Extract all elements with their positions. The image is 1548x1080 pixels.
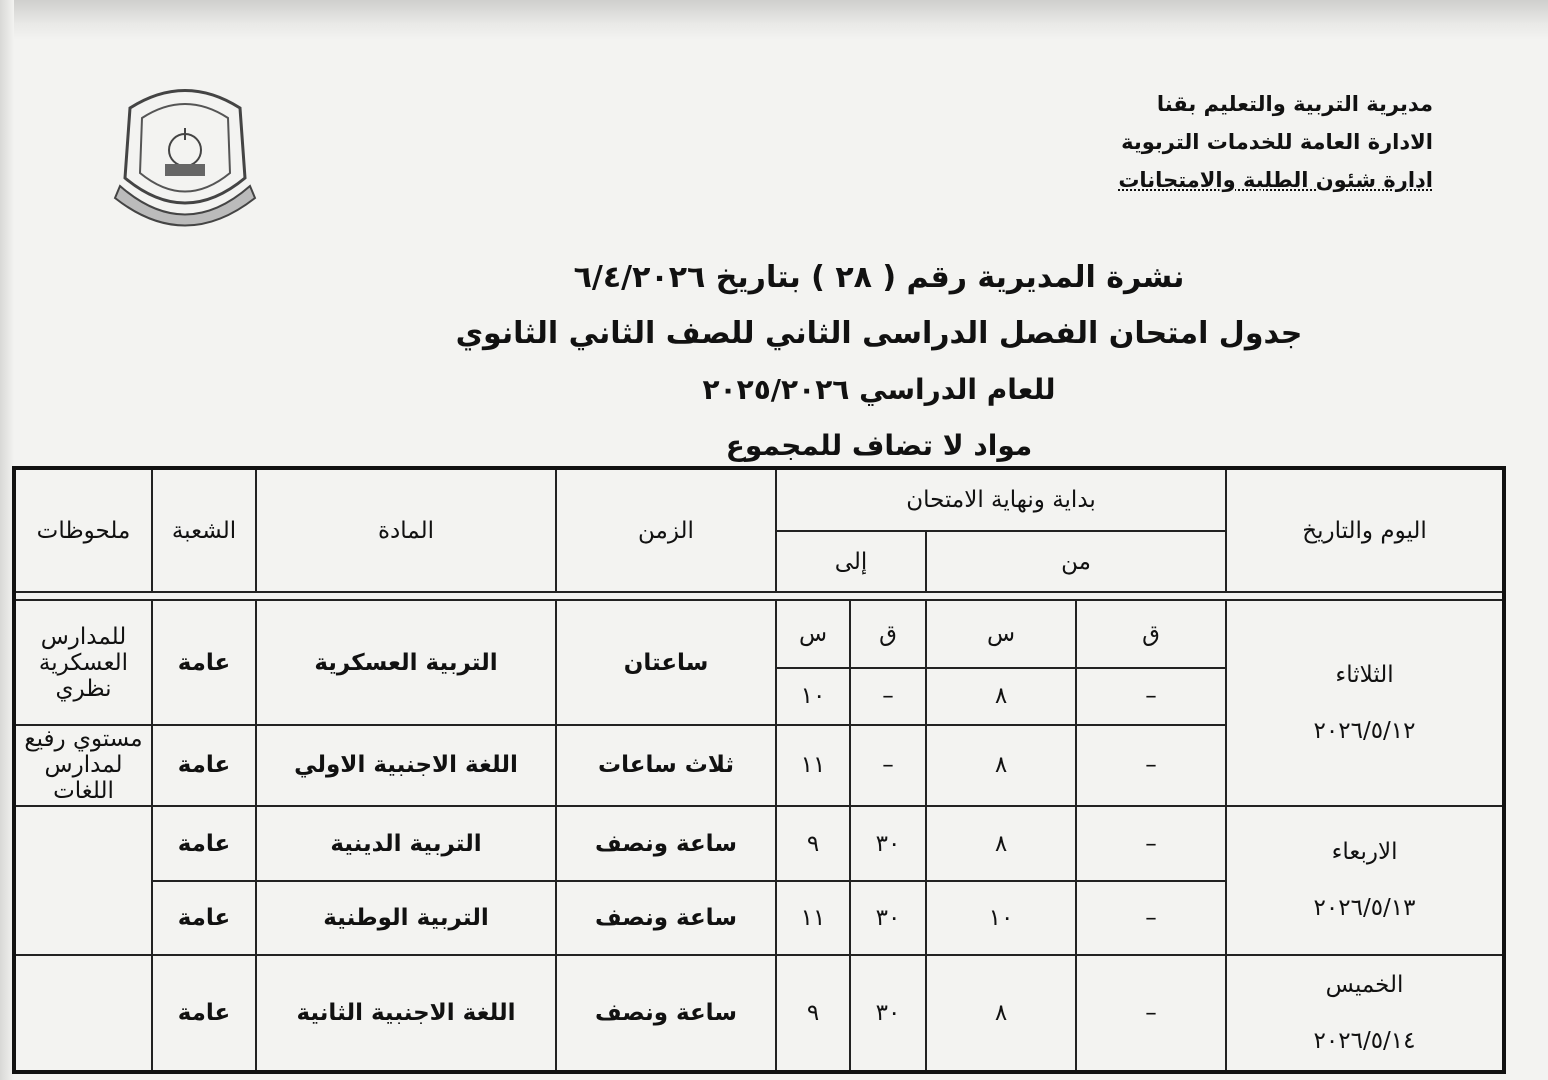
division-cell: عامة [152,881,256,954]
header-subject: المادة [256,468,556,592]
to-minute: – [850,668,926,725]
header-from: من [926,531,1226,592]
to-minute: – [850,725,926,806]
duration-cell: ساعة ونصف [556,881,776,954]
division-cell: عامة [152,725,256,806]
header-division: الشعبة [152,468,256,592]
notes-cell: للمدارس العسكرية نظري [14,600,152,724]
day-cell [1226,600,1504,806]
to-hour: ١١ [776,881,850,954]
directorate-seal-logo [110,68,260,233]
from-hour: ١٠ [926,881,1076,954]
subject-cell: التربية العسكرية [256,600,556,724]
day-name: الثلاثاء [1335,662,1394,689]
subject-cell: اللغة الاجنبية الثانية [256,955,556,1072]
from-minute: – [1076,806,1226,881]
duration-cell: ساعة ونصف [556,806,776,881]
academic-year: للعام الدراسي ٢٠٢٥/٢٠٢٦ [702,373,1056,406]
issuing-authority [1013,85,1433,199]
day-cell [1226,955,1504,1072]
to-hour-header: س [776,600,850,667]
duration-cell: ثلاث ساعات [556,725,776,806]
schedule-title: جدول امتحان الفصل الدراسى الثاني للصف الثاني الثانوي [455,316,1303,351]
division-cell: عامة [152,600,256,724]
to-minute: ٣٠ [850,955,926,1072]
to-hour: ١٠ [776,668,850,725]
day-date: ٢٠٢٦/٥/١٣ [1313,895,1416,922]
to-minute-header: ق [850,600,926,667]
directorate-name: مديرية التربية والتعليم بقنا [1156,92,1433,116]
department-name: الادارة العامة للخدمات التربوية [1121,130,1433,154]
header-to: إلى [776,531,926,592]
notes-cell [14,955,152,1072]
header-notes: ملحوظات [14,468,152,592]
from-minute: – [1076,955,1226,1072]
to-minute: ٣٠ [850,881,926,954]
from-hour: ٨ [926,955,1076,1072]
from-minute: – [1076,668,1226,725]
from-minute: – [1076,725,1226,806]
from-hour-header: س [926,600,1076,667]
day-date: ٢٠٢٦/٥/١٤ [1313,1027,1416,1054]
from-hour: ٨ [926,806,1076,881]
division-cell: عامة [152,955,256,1072]
day-name: الاربعاء [1331,839,1398,866]
to-hour: ٩ [776,806,850,881]
division-cell: عامة [152,806,256,881]
duration-cell: ساعة ونصف [556,955,776,1072]
from-hour: ٨ [926,668,1076,725]
from-minute-header: ق [1076,600,1226,667]
subtitle: مواد لا تضاف للمجموع [725,429,1033,462]
day-cell [1226,806,1504,955]
exam-schedule-table [12,466,1506,1074]
day-name: الخميس [1325,971,1404,998]
notes-cell [14,806,152,955]
document-titles [0,250,1548,474]
subject-cell: اللغة الاجنبية الاولي [256,725,556,806]
from-minute: – [1076,881,1226,954]
header-start-end: بداية ونهاية الامتحان [776,468,1226,531]
bulletin-title: نشرة المديرية رقم ( ٢٨ ) بتاريخ ٦/٤/٢٠٢٦ [573,260,1185,295]
header-day-date: اليوم والتاريخ [1226,468,1504,592]
office-name: ادارة شئون الطلبة والامتحانات [1118,168,1433,192]
to-hour: ١١ [776,725,850,806]
day-date: ٢٠٢٦/٥/١٢ [1313,718,1416,745]
subject-cell: التربية الدينية [256,806,556,881]
notes-cell: مستوي رفيع لمدارس اللغات [14,725,152,806]
to-minute: ٣٠ [850,806,926,881]
header-duration: الزمن [556,468,776,592]
to-hour: ٩ [776,955,850,1072]
subject-cell: التربية الوطنية [256,881,556,954]
duration-cell: ساعتان [556,600,776,724]
from-hour: ٨ [926,725,1076,806]
page-shadow [0,0,1548,40]
